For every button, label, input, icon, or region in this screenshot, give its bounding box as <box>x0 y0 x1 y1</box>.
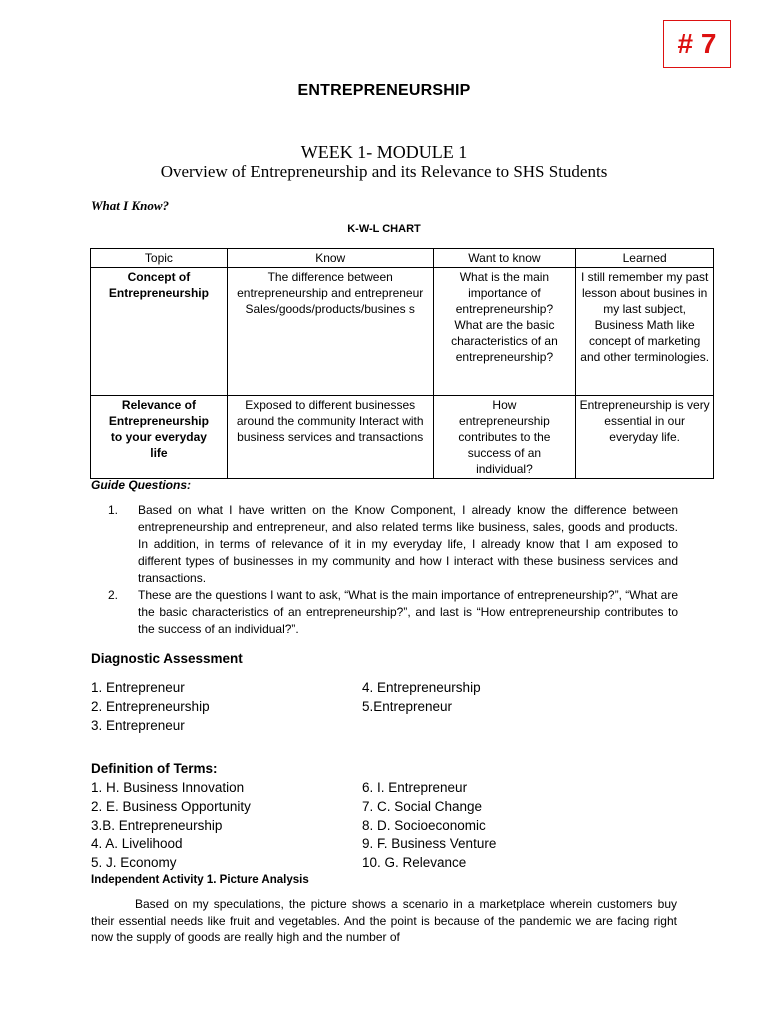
definition-answer: 5. J. Economy <box>91 855 177 870</box>
diagnostic-answer: 4. Entrepreneurship <box>362 680 481 695</box>
definition-answer: 4. A. Livelihood <box>91 836 183 851</box>
guide-questions-list <box>108 502 678 638</box>
picture-analysis-paragraph: Based on my speculations, the picture shows a scenario in a marketplace wherein customers buy their essential needs like fruit and vegetables. And the point is because of the pandemic we are facing right now the supply of goods are really high and the number of <box>91 897 677 944</box>
independent-activity-heading: Independent Activity 1. Picture Analysis <box>91 874 309 886</box>
document-title: ENTREPRENEURSHIP <box>297 82 471 99</box>
learned-cell: Entrepreneurship is very essential in our everyday life. <box>576 396 714 479</box>
list-text: Based on what I have written on the Know Component, I already know the difference between entrepreneurship and entrepreneur, and also related terms like business, sales, goods and products. In addition, in terms of relevance of it in my everyday life, I already know that I am exposed to different types of businesses in my community and how I interact with these business services and transactions. <box>138 503 678 585</box>
list-text: These are the questions I want to ask, “What is the main importance of entrepreneurship?”, “What are the basic characteristics of an entrepreneurship?”, and last is “How entrepreneurship contributes to the success of an individual?”. <box>138 588 678 636</box>
know-text: Exposed to different businesses around the community Interact with business services and transactions <box>236 398 424 444</box>
diagnostic-answer: 1. Entrepreneur <box>91 680 185 695</box>
definition-answer: 7. C. Social Change <box>362 799 483 814</box>
header-know: Know <box>227 249 433 268</box>
know-cell: The difference between entrepreneurship and entrepreneur Sales/goods/products/busines s <box>227 268 433 396</box>
diagnostic-answer: 2. Entrepreneurship <box>91 699 210 714</box>
definition-answer: 9. F. Business Venture <box>362 836 497 851</box>
learned-cell: I still remember my past lesson about busines in my last subject, Business Math like concept of marketing and other terminologies. <box>576 268 714 396</box>
header-want-to-know: Want to know <box>433 249 576 268</box>
list-number: 1. <box>108 503 119 517</box>
topic-cell <box>91 268 228 396</box>
definition-answer: 10. G. Relevance <box>362 855 467 870</box>
module-heading: WEEK 1- MODULE 1 <box>300 142 468 162</box>
diagnostic-answer: 5.Entrepreneur <box>362 699 453 714</box>
definition-answer: 1. H. Business Innovation <box>91 780 245 795</box>
header-topic: Topic <box>91 249 228 268</box>
definition-answer: 6. I. Entrepreneur <box>362 780 468 795</box>
definition-answer: 2. E. Business Opportunity <box>91 799 251 814</box>
want-cell <box>433 396 576 479</box>
what-i-know-heading: What I Know? <box>91 198 170 213</box>
kwl-header-row <box>91 249 714 268</box>
want-text: How entrepreneurship contributes to the success of an individual? <box>458 398 551 476</box>
header-learned: Learned <box>576 249 714 268</box>
diagnostic-assessment-heading: Diagnostic Assessment <box>91 651 243 666</box>
definition-answer: 3.B. Entrepreneurship <box>91 818 223 833</box>
table-row <box>91 396 714 479</box>
topic-text: Relevance of Entrepreneurship to your everyday life <box>108 398 209 460</box>
list-item <box>108 587 678 638</box>
topic-text: Concept of Entrepreneurship <box>108 270 209 300</box>
kwl-table <box>90 248 714 479</box>
list-item <box>108 502 678 587</box>
know-cell <box>227 396 433 479</box>
want-text: What is the main importance of entrepreneurship? What are the basic characteristics of an entrepreneurship? <box>451 270 558 364</box>
list-number: 2. <box>108 588 119 602</box>
definition-answer: 8. D. Socioeconomic <box>362 818 486 833</box>
definition-of-terms-heading: Definition of Terms: <box>91 761 218 776</box>
topic-cell <box>91 396 228 479</box>
diagnostic-answer: 3. Entrepreneur <box>91 718 185 733</box>
want-cell <box>433 268 576 396</box>
page-number-badge: # 7 <box>663 20 731 68</box>
module-subtitle: Overview of Entrepreneurship and its Relevance to SHS Students <box>160 162 608 181</box>
kwl-chart-title: K-W-L CHART <box>347 223 421 235</box>
guide-questions-heading: Guide Questions: <box>91 478 192 492</box>
table-row <box>91 268 714 396</box>
